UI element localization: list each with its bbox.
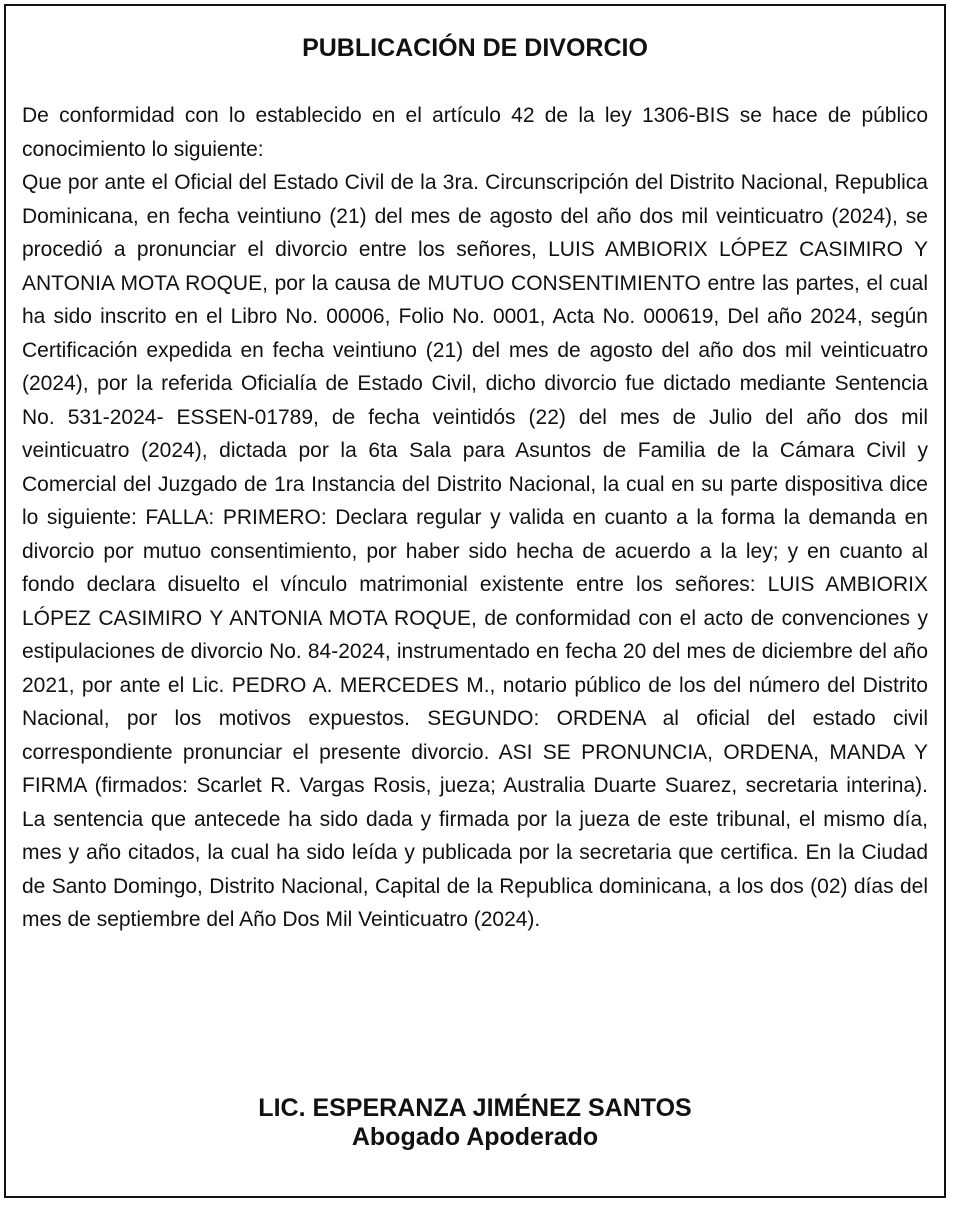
notice-title: PUBLICACIÓN DE DIVORCIO [302, 34, 648, 62]
signature-name: LIC. ESPERANZA JIMÉNEZ SANTOS [258, 1094, 692, 1122]
notice-frame [4, 4, 946, 1198]
notice-main-paragraph: Que por ante el Oficial del Estado Civil de la 3ra. Circunscripción del Distrito Nacional, Republica Dominicana, en fecha veintiuno (21) del mes de agosto del año dos mil veinticuatro (2024), se procedió a pronunciar el divorcio entre los señores, LUIS AMBIORIX LÓPEZ CASIMIRO Y ANTONIA MOTA ROQUE, por la causa de MUTUO CONSENTIMIENTO entre las partes, el cual ha sido inscrito en el Libro No. 00006, Folio No. 0001, Acta No. 000619, Del año 2024, según Certificación expedida en fecha veintiuno (21) del mes de agosto del año dos mil veinticuatro (2024), por la referida Oficialía de Estado Civil, dicho divorcio fue dictado mediante Sentencia No. 531-2024- ESSEN-01789, de fecha veintidós (22) del mes de Julio del año dos mil veinticuatro (2024), dictada por la 6ta Sala para Asuntos de Familia de la Cámara Civil y Comercial del Juzgado de 1ra Instancia del Distrito Nacional, la cual en su parte dispositiva dice lo siguiente: FALLA: PRIMERO: Declara regular y valida en cuanto a la forma la demanda en divorcio por mutuo consentimiento, por haber sido hecha de acuerdo a la ley; y en cuanto al fondo declara disuelto el vínculo matrimonial existente entre los señores: LUIS AMBIORIX LÓPEZ CASIMIRO Y ANTONIA MOTA ROQUE, de conformidad con el acto de convenciones y estipulaciones de divorcio No. 84-2024, instrumentado en fecha 20 del mes de diciembre del año 2021, por ante el Lic. PEDRO A. MERCEDES M., notario público de los del número del Distrito Nacional, por los motivos expuestos. SEGUNDO: ORDENA al oficial del estado civil correspondiente pronunciar el presente divorcio. ASI SE PRONUNCIA, ORDENA, MANDA Y FIRMA (firmados: Scarlet R. Vargas Rosis, jueza; Australia Duarte Suarez, secretaria interina). La sentencia que antecede ha sido dada y firmada por la jueza de este tribunal, el mismo día, mes y año citados, la cual ha sido leída y publicada por la secretaria que certifica. En la Ciudad de Santo Domingo, Distrito Nacional, Capital de la Republica dominicana, a los dos (02) días del mes de septiembre del Año Dos Mil Veinticuatro (2024). [22, 171, 928, 931]
notice-body [22, 99, 928, 937]
signature-block [6, 1094, 944, 1152]
signature-role: Abogado Apoderado [351, 1123, 599, 1151]
notice-intro-paragraph: De conformidad con lo establecido en el artículo 42 de la ley 1306-BIS se hace de público conocimiento lo siguiente: [22, 104, 928, 161]
